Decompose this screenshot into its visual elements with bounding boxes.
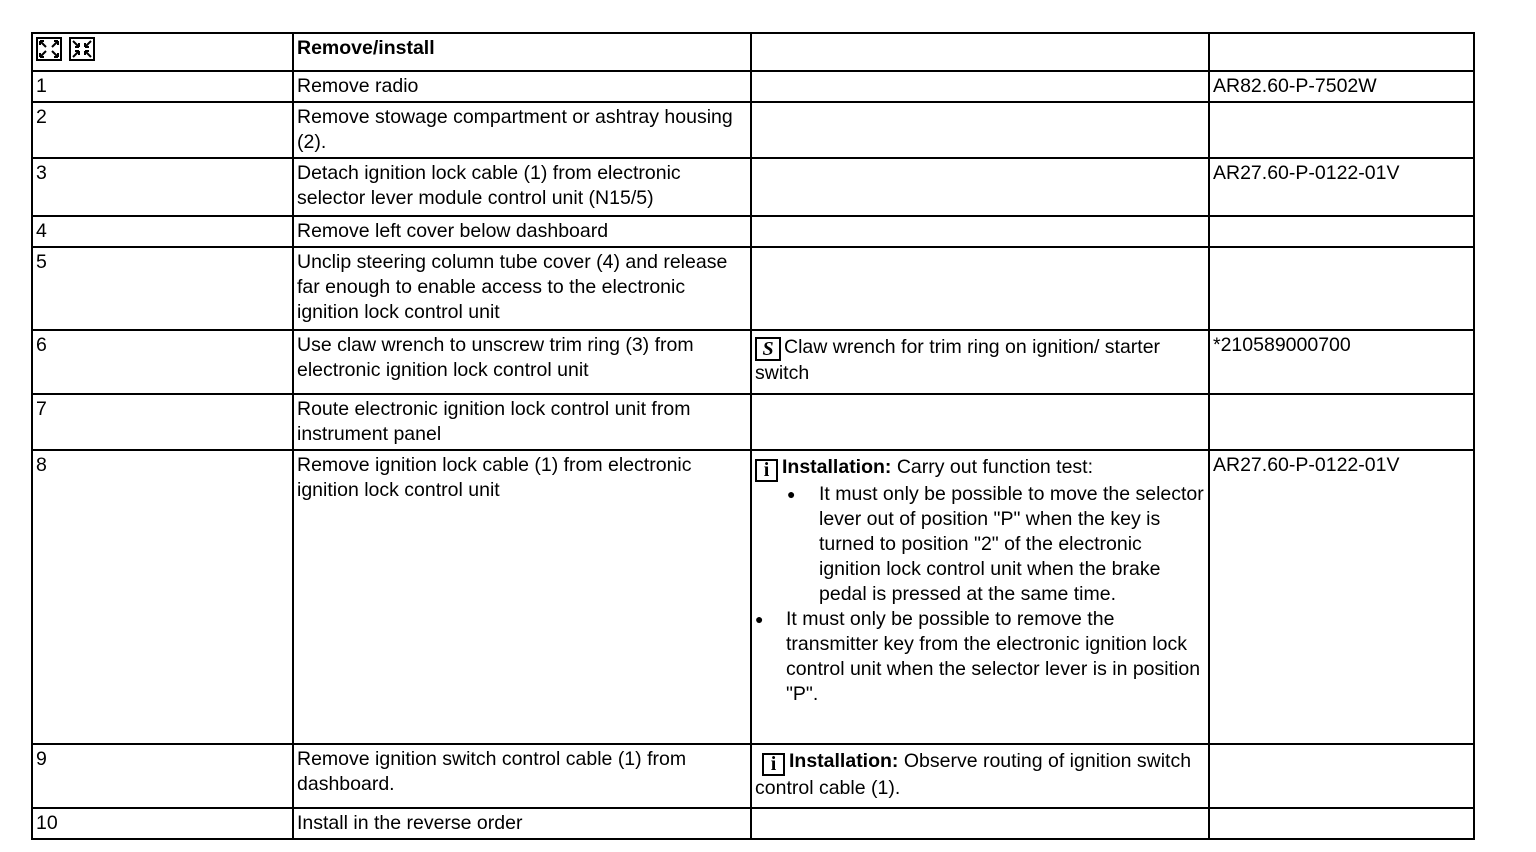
- step-number: 10: [32, 808, 293, 839]
- step-number: 3: [32, 158, 293, 216]
- step-action: Remove stowage compartment or ashtray housing (2).: [293, 102, 751, 158]
- table-row: [32, 158, 1474, 216]
- step-note: [751, 744, 1209, 808]
- step-note: [751, 247, 1209, 330]
- note-bullet-list: [755, 607, 1204, 707]
- step-number: 6: [32, 330, 293, 394]
- step-reference: [1209, 216, 1474, 247]
- step-action: Install in the reverse order: [293, 808, 751, 839]
- step-reference[interactable]: AR27.60-P-0122-01V: [1209, 158, 1474, 216]
- step-number: 9: [32, 744, 293, 808]
- step-note: [751, 450, 1209, 744]
- step-action: Use claw wrench to unscrew trim ring (3) from electronic ignition lock control unit: [293, 330, 751, 394]
- info-icon: i: [762, 753, 785, 776]
- table-row: [32, 744, 1474, 808]
- header-icons-cell: [32, 33, 293, 71]
- step-number: 2: [32, 102, 293, 158]
- step-action: Remove ignition lock cable (1) from electronic ignition lock control unit: [293, 450, 751, 744]
- step-note: [751, 330, 1209, 394]
- header-empty-cell: [751, 33, 1209, 71]
- step-reference[interactable]: AR82.60-P-7502W: [1209, 71, 1474, 102]
- table-row: [32, 71, 1474, 102]
- tool-description: Claw wrench for trim ring on ignition/ starter switch: [755, 336, 1161, 384]
- step-number: 7: [32, 394, 293, 450]
- step-number: 5: [32, 247, 293, 330]
- step-note: [751, 394, 1209, 450]
- table-row: [32, 216, 1474, 247]
- step-reference: [1209, 744, 1474, 808]
- remove-icon: [36, 37, 62, 61]
- header-title: Remove/install: [293, 33, 751, 71]
- table-row: [32, 247, 1474, 330]
- table-row: [32, 102, 1474, 158]
- note-label: Installation:: [782, 456, 892, 478]
- step-reference[interactable]: AR27.60-P-0122-01V: [1209, 450, 1474, 744]
- step-reference: [1209, 808, 1474, 839]
- procedure-table: [31, 32, 1475, 840]
- step-action: Remove ignition switch control cable (1) from dashboard.: [293, 744, 751, 808]
- step-action: Remove left cover below dashboard: [293, 216, 751, 247]
- step-reference: [1209, 247, 1474, 330]
- step-note: [751, 71, 1209, 102]
- special-tool-icon: S: [755, 337, 781, 361]
- step-action: Detach ignition lock cable (1) from electronic selector lever module control unit (N15/5): [293, 158, 751, 216]
- step-note: [751, 102, 1209, 158]
- list-item: ● It must only be possible to remove the transmitter key from the electronic ignition lock control unit when the selector lever is in position "P".: [786, 607, 1204, 707]
- step-action: Remove radio: [293, 71, 751, 102]
- table-row: [32, 330, 1474, 394]
- step-action: Route electronic ignition lock control unit from instrument panel: [293, 394, 751, 450]
- step-note: [751, 808, 1209, 839]
- step-reference: [1209, 102, 1474, 158]
- list-item: ● It must only be possible to move the selector lever out of position "P" when the key is turned to position "2" of the electronic ignition lock control unit when the brake pedal is pressed at the same time.: [819, 482, 1204, 607]
- header-empty-cell: [1209, 33, 1474, 71]
- note-text: Carry out function test:: [896, 456, 1094, 478]
- step-number: 8: [32, 450, 293, 744]
- table-row: [32, 808, 1474, 839]
- step-reference: [1209, 394, 1474, 450]
- step-number: 4: [32, 216, 293, 247]
- table-row: [32, 394, 1474, 450]
- table-row: [32, 450, 1474, 744]
- step-note: [751, 216, 1209, 247]
- header-row: [32, 33, 1474, 71]
- step-action: Unclip steering column tube cover (4) and release far enough to enable access to the electronic ignition lock control unit: [293, 247, 751, 330]
- note-label: Installation:: [789, 750, 899, 772]
- install-icon: [69, 37, 95, 61]
- note-bullet-list: [755, 482, 1204, 607]
- info-icon: i: [755, 459, 778, 482]
- note-text: Observe routing of ignition switch control cable (1).: [755, 750, 1192, 799]
- step-reference[interactable]: *210589000700: [1209, 330, 1474, 394]
- step-note: [751, 158, 1209, 216]
- step-number: 1: [32, 71, 293, 102]
